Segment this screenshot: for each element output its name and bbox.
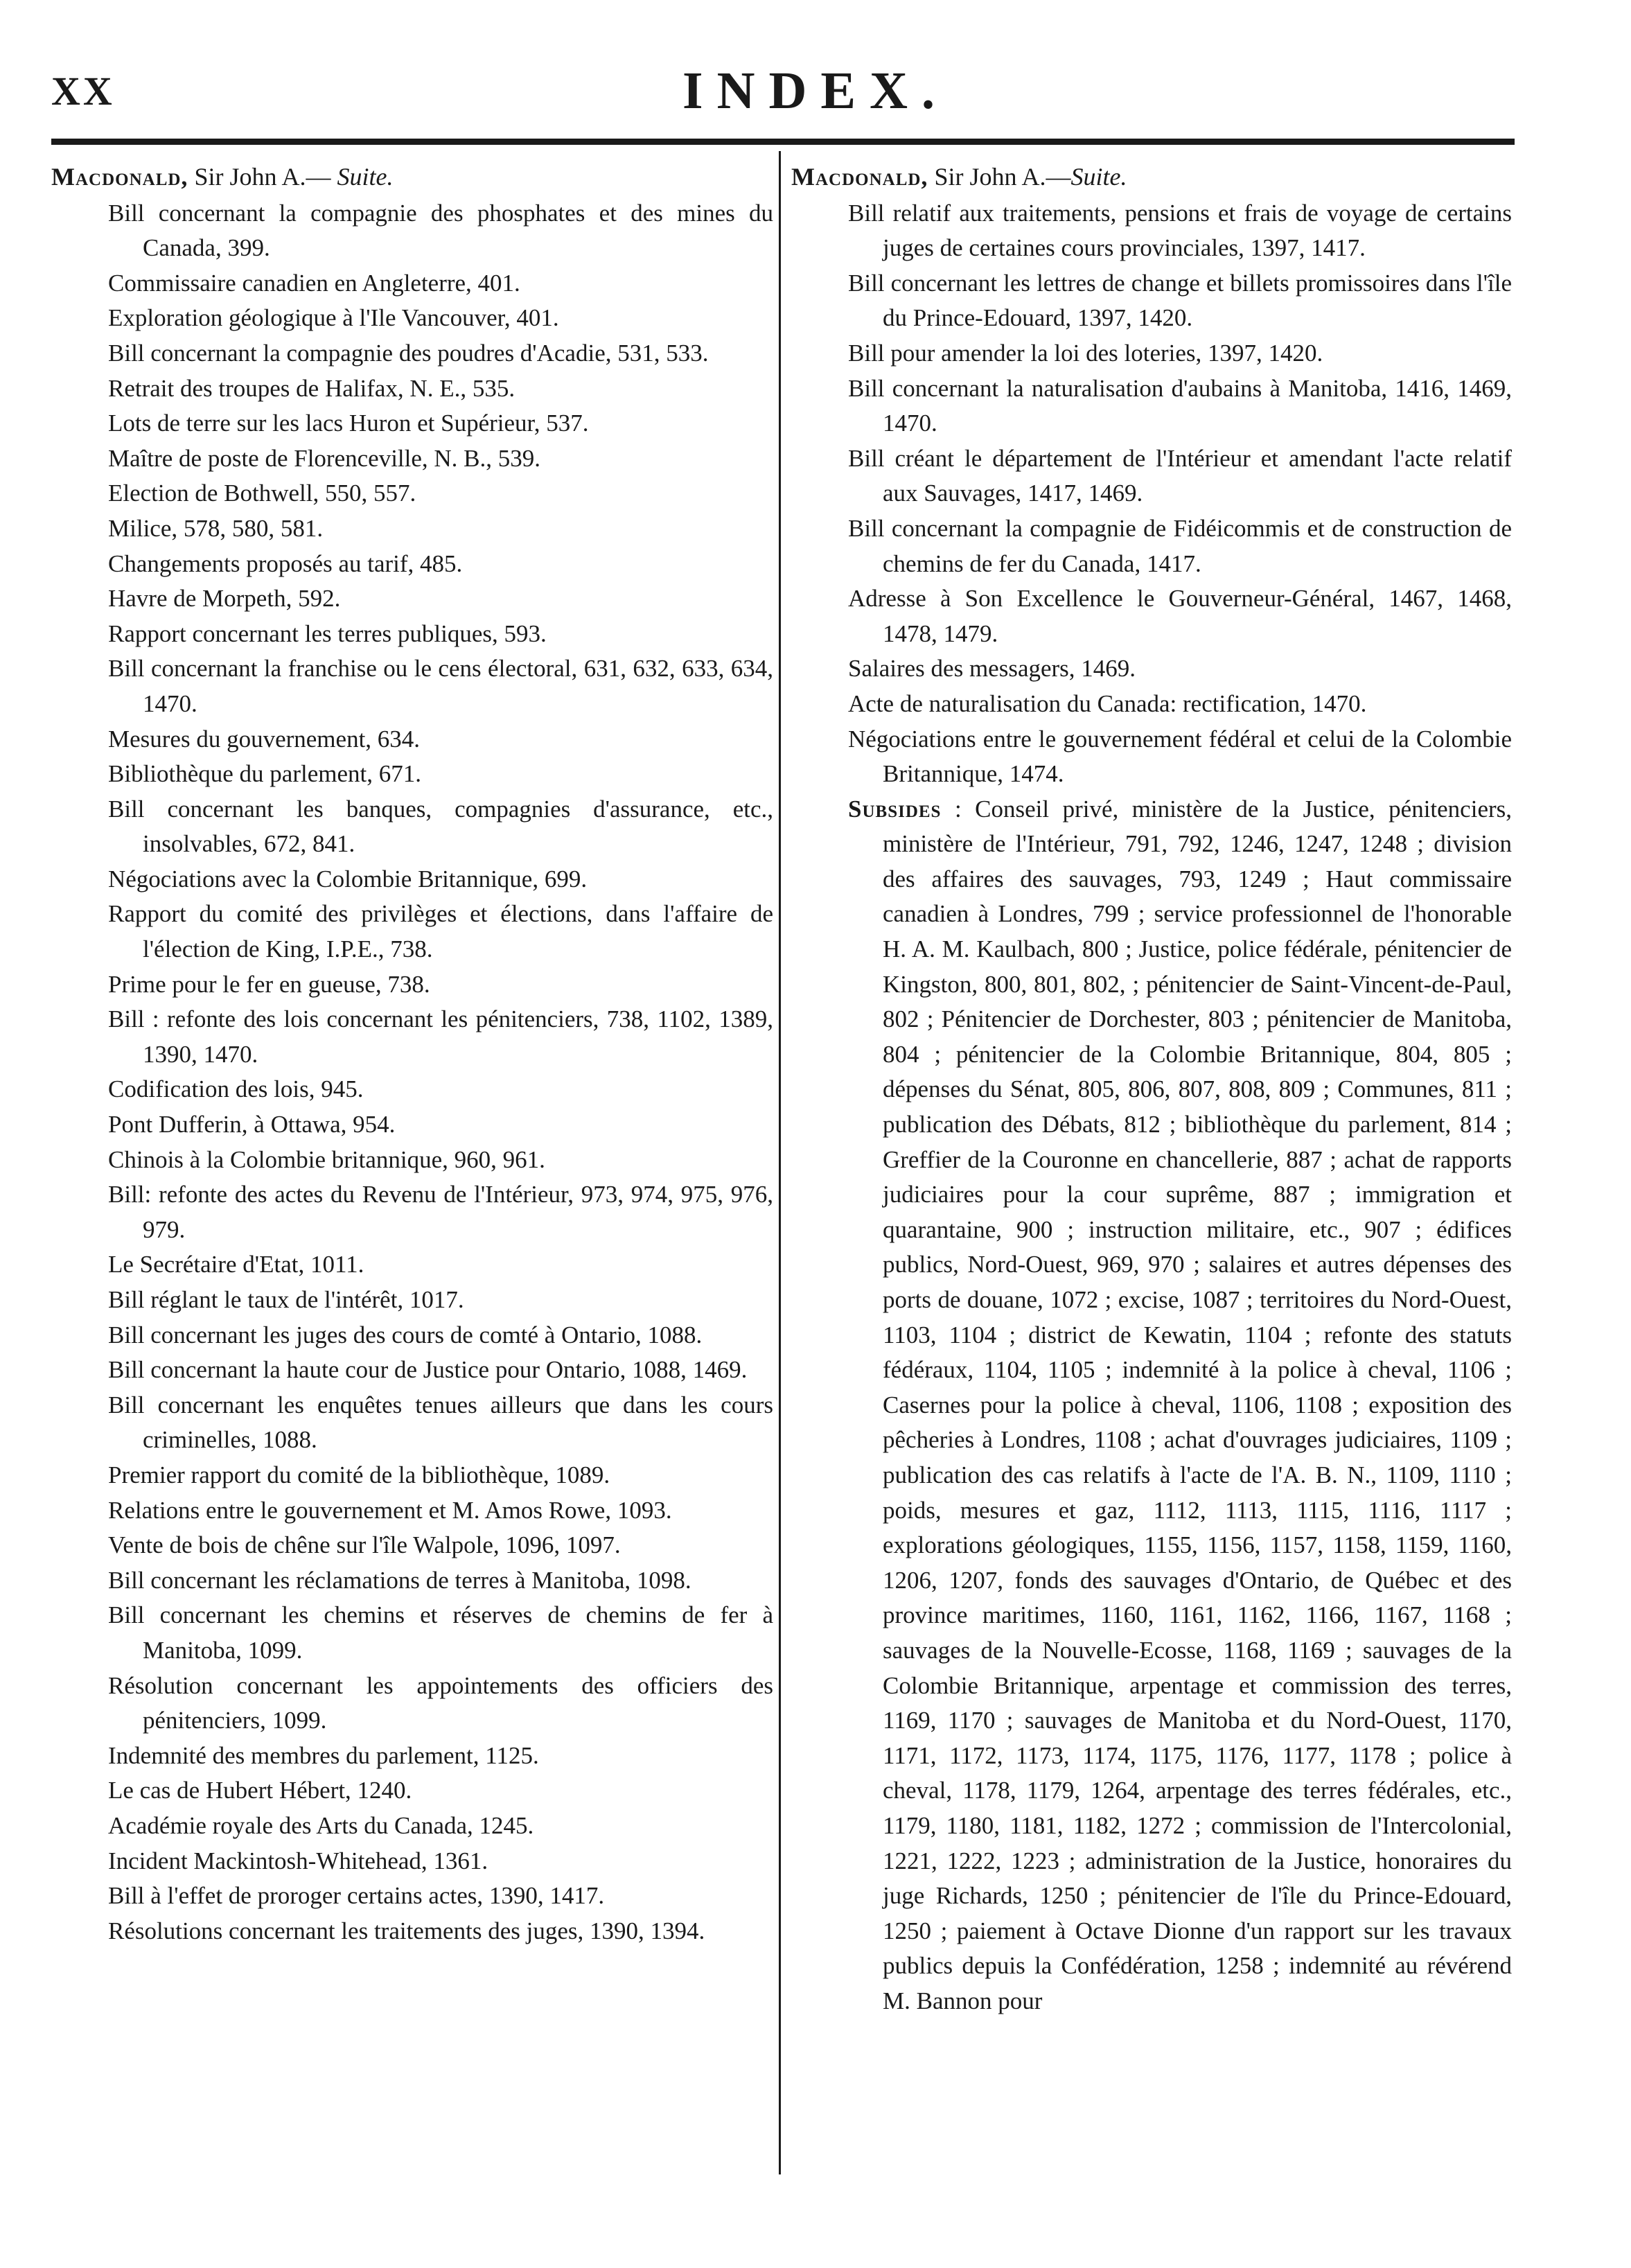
index-entry: Prime pour le fer en gueuse, 738. — [108, 970, 430, 998]
index-entry: Rapport du comité des privilèges et élections, dans l'affaire de l'élection de King, I.P.E., 738. — [108, 900, 773, 963]
subsides-label: Subsides — [848, 795, 942, 823]
index-entry: Bill concernant la franchise ou le cens électoral, 631, 632, 633, 634, 1470. — [108, 655, 773, 717]
index-entry: Election de Bothwell, 550, 557. — [108, 480, 416, 507]
index-entry: Bill concernant la compagnie des phosphates et des mines du Canada, 399. — [108, 199, 773, 262]
index-entry: Résolution concernant les appointements des officiers des pénitenciers, 1099. — [108, 1671, 773, 1734]
right-entries-list — [791, 196, 1512, 792]
index-entry: Négociations entre le gouvernement fédéral et celui de la Colombie Britannique, 1474. — [848, 725, 1512, 788]
index-entry: Pont Dufferin, à Ottawa, 954. — [108, 1111, 396, 1139]
column-divider — [779, 151, 781, 2174]
index-entry: Bill réglant le taux de l'intérêt, 1017. — [108, 1286, 464, 1313]
index-entry: Le cas de Hubert Hébert, 1240. — [108, 1777, 412, 1804]
index-entry: Bill pour amender la loi des loteries, 1397, 1420. — [848, 339, 1323, 367]
index-entry: Incident Mackintosh-Whitehead, 1361. — [108, 1847, 488, 1874]
right-column-heading — [791, 159, 1512, 195]
index-entry: Changements proposés au tarif, 485. — [108, 550, 463, 577]
heading-suite: Suite. — [1070, 163, 1127, 191]
right-column — [791, 159, 1512, 2019]
index-entry: Salaires des messagers, 1469. — [848, 655, 1136, 683]
index-entry: Rapport concernant les terres publiques, 593. — [108, 619, 547, 647]
page-title: INDEX. — [682, 62, 949, 120]
index-entry: Bill concernant la compagnie des poudres d'Acadie, 531, 533. — [108, 339, 709, 367]
index-entry: Bibliothèque du parlement, 671. — [108, 760, 421, 788]
subsides-entry — [848, 792, 1512, 2019]
index-entry: Bill concernant la naturalisation d'aubains à Manitoba, 1416, 1469, 1470. — [848, 374, 1512, 437]
subsides-text: : Conseil privé, ministère de la Justice, pénitenciers, ministère de l'Intérieur, 791, 792, 1246, 1247, 1248 ; division des affaires des sauvages, 793, 1249 ; Haut commissaire canadien à Londres, 799 ; service professionnel de l'honorable H. A. M. Kaulbach, 800 ; Justice, police fédérale, pénitencier de Kingston, 800, 801, 802, ; pénitencier de Saint-Vincent-de-Paul, 802 ; Pénitencier de Dorchester, 803 ; pénitencier de Manitoba, 804 ; pénitencier de la Colombie Britannique, 804, 805 ; dépenses du Sénat, 805, 806, 807, 808, 809 ; Communes, 811 ; publication des Débats, 812 ; bibliothèque du parlement, 814 ; Greffier de la Couronne en chancellerie, 887 ; achat de rapports judiciaires pour la cour suprême, 887 ; immigration et quarantaine, 900 ; instruction militaire, etc., 907 ; édifices publics, Nord-Ouest, 969, 970 ; salaires et autres dépenses des ports de douane, 1072 ; excise, 1087 ; territoires du Nord-Ouest, 1103, 1104 ; district de Kewatin, 1104 ; refonte des statuts fédéraux, 1104, 1105 ; indemnité à la police à cheval, 1106 ; Casernes pour la police à cheval, 1106, 1108 ; exposition des pêcheries à Londres, 1108 ; achat d'ouvrages judiciaires, 1109 ; publication des cas relatifs à l'acte de l'A. B. N., 1109, 1110 ; poids, mesures et gaz, 1112, 1113, 1115, 1116, 1117 ; explorations géologiques, 1155, 1156, 1157, 1158, 1159, 1160, 1206, 1207, fonds des sauvages d'Ontario, de Québec et des province maritimes, 1160, 1161, 1162, 1166, 1167, 1168 ; sauvages de la Nouvelle-Ecosse, 1168, 1169 ; sauvages de la Colombie Britannique, arpentage et commission des terres, 1169, 1170 ; sauvages de Manitoba et du Nord-Ouest, 1170, 1171, 1172, 1173, 1174, 1175, 1176, 1177, 1178 ; police à cheval, 1178, 1179, 1264, arpentage des terres fédérales, etc., 1179, 1180, 1181, 1182, 1272 ; commission de l'Intercolonial, 1221, 1222, 1223 ; administration de la Justice, honoraires du juge Richards, 1250 ; pénitencier de l'île du Prince-Edouard, 1250 ; paiement à Octave Dionne d'un rapport sur les travaux publics depuis la Confédération, 1258 ; indemnité au révérend M. Bannon pour — [883, 795, 1512, 2014]
index-entry: Milice, 578, 580, 581. — [108, 514, 324, 542]
index-entry: Bill concernant les chemins et réserves de chemins de fer à Manitoba, 1099. — [108, 1601, 773, 1664]
index-entry: Havre de Morpeth, 592. — [108, 585, 341, 613]
index-entry: Bill relatif aux traitements, pensions et frais de voyage de certains juges de certaines cours provinciales, 1397, 1417. — [848, 199, 1512, 262]
index-entry: Bill concernant les enquêtes tenues ailleurs que dans les cours criminelles, 1088. — [108, 1391, 773, 1454]
index-entry: Bill concernant les juges des cours de comté à Ontario, 1088. — [108, 1321, 703, 1348]
index-entry: Lots de terre sur les lacs Huron et Supérieur, 537. — [108, 410, 589, 437]
left-column — [51, 159, 773, 1949]
index-entry: Bill concernant les réclamations de terres à Manitoba, 1098. — [108, 1566, 691, 1594]
index-entry: Négociations avec la Colombie Britannique, 699. — [108, 865, 588, 893]
heading-name: Macdonald, — [791, 163, 928, 191]
heading-rest: Sir John A.— — [928, 163, 1071, 191]
left-column-heading — [51, 159, 773, 195]
index-entry: Acte de naturalisation du Canada: rectification, 1470. — [848, 689, 1367, 717]
index-entry: Exploration géologique à l'Ile Vancouver, 401. — [108, 304, 559, 332]
index-entry: Maître de poste de Florenceville, N. B., 539. — [108, 444, 541, 472]
index-entry: Mesures du gouvernement, 634. — [108, 725, 421, 753]
index-entry: Le Secrétaire d'Etat, 1011. — [108, 1251, 364, 1278]
index-entry: Bill à l'effet de proroger certains actes, 1390, 1417. — [108, 1882, 605, 1910]
index-entry: Bill : refonte des lois concernant les pénitenciers, 738, 1102, 1389, 1390, 1470. — [108, 1005, 773, 1068]
index-entry: Bill concernant la haute cour de Justice pour Ontario, 1088, 1469. — [108, 1356, 748, 1384]
index-entry: Bill concernant les banques, compagnies d'assurance, etc., insolvables, 672, 841. — [108, 795, 773, 858]
heading-name: Macdonald, — [51, 163, 188, 191]
index-entry: Retrait des troupes de Halifax, N. E., 535. — [108, 374, 515, 402]
index-entry: Bill concernant la compagnie de Fidéicommis et de construction de chemins de fer du Canada, 1417. — [848, 514, 1512, 577]
page-number: XX — [51, 69, 115, 114]
index-entry: Adresse à Son Excellence le Gouverneur-Général, 1467, 1468, 1478, 1479. — [848, 585, 1512, 647]
index-entry: Chinois à la Colombie britannique, 960, 961. — [108, 1145, 545, 1173]
heading-suite: Suite. — [337, 163, 394, 191]
heading-rest: Sir John A.— — [188, 163, 337, 191]
index-entry: Académie royale des Arts du Canada, 1245. — [108, 1811, 534, 1839]
index-entry: Bill: refonte des actes du Revenu de l'Intérieur, 973, 974, 975, 976, 979. — [108, 1181, 773, 1243]
index-entry: Résolutions concernant les traitements des juges, 1390, 1394. — [108, 1917, 705, 1944]
index-entry: Bill concernant les lettres de change et billets promissoires dans l'île du Prince-Edouard, 1397, 1420. — [848, 269, 1512, 332]
index-entry: Bill créant le département de l'Intérieur et amendant l'acte relatif aux Sauvages, 1417, 1469. — [848, 444, 1512, 507]
index-entry: Indemnité des membres du parlement, 1125. — [108, 1741, 539, 1769]
index-entry: Codification des lois, 945. — [108, 1075, 364, 1103]
index-entry: Premier rapport du comité de la bibliothèque, 1089. — [108, 1461, 610, 1488]
left-entries-list — [51, 196, 773, 1949]
index-entry: Vente de bois de chêne sur l'île Walpole, 1096, 1097. — [108, 1531, 621, 1559]
index-entry: Commissaire canadien en Angleterre, 401. — [108, 269, 520, 297]
index-entry: Relations entre le gouvernement et M. Amos Rowe, 1093. — [108, 1496, 672, 1524]
header-rule — [51, 139, 1515, 145]
